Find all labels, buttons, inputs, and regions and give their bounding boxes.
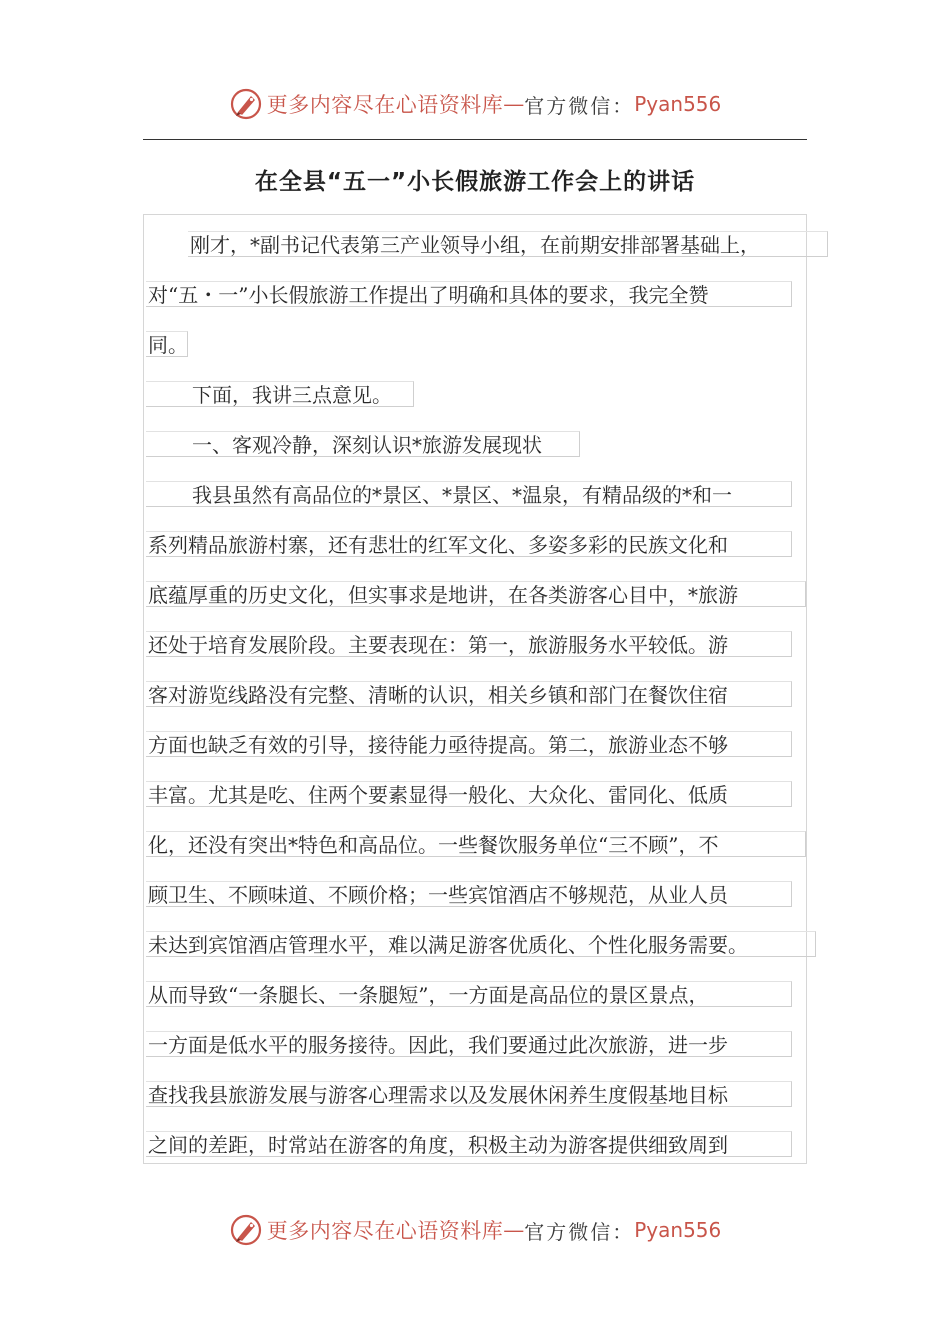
text-line: 之间的差距，时常站在游客的角度，积极主动为游客提供细致周到 — [146, 1131, 792, 1157]
document-title: 在全县“五一”小长假旅游工作会上的讲话 — [254, 169, 696, 195]
text-line: 下面，我讲三点意见。 — [146, 381, 414, 407]
text-line: 顾卫生、不顾味道、不顾价格；一些宾馆酒店不够规范，从业人员 — [146, 881, 792, 907]
text-line: 化，还没有突出*特色和高品位。一些餐饮服务单位“三不顾”，不 — [146, 831, 806, 857]
text-line: 底蕴厚重的历史文化，但实事求是地讲，在各类游客心目中，*旅游 — [146, 581, 806, 607]
text-line: 还处于培育发展阶段。主要表现在：第一，旅游服务水平较低。游 — [146, 631, 792, 657]
banner-dash: — — [503, 92, 525, 116]
banner-site-name: 更多内容尽在心语资料库 — [266, 1219, 504, 1243]
text-line: 丰富。尤其是吃、住两个要素显得一般化、大众化、雷同化、低质 — [146, 781, 792, 807]
banner-wechat-label: 官方微信： — [524, 93, 635, 118]
header-banner — [0, 84, 950, 124]
text-line: 一方面是低水平的服务接待。因此，我们要通过此次旅游，进一步 — [146, 1031, 792, 1057]
pen-nib-logo-icon — [229, 87, 263, 121]
footer-banner — [0, 1210, 950, 1250]
header-divider — [143, 139, 807, 140]
text-line: 未达到宾馆酒店管理水平，难以满足游客优质化、个性化服务需要。 — [146, 931, 816, 957]
pen-nib-logo-icon — [229, 1213, 263, 1247]
banner-site-name: 更多内容尽在心语资料库 — [266, 93, 504, 117]
text-line: 查找我县旅游发展与游客心理需求以及发展休闲养生度假基地目标 — [146, 1081, 792, 1107]
text-line: 一、客观冷静，深刻认识*旅游发展现状 — [146, 431, 580, 457]
text-line: 系列精品旅游村寨，还有悲壮的红军文化、多姿多彩的民族文化和 — [146, 531, 792, 557]
text-line: 方面也缺乏有效的引导，接待能力亟待提高。第二，旅游业态不够 — [146, 731, 792, 757]
text-line: 对“五・一”小长假旅游工作提出了明确和具体的要求，我完全赞 — [146, 281, 792, 307]
banner-wechat-id: Pyan556 — [634, 1218, 722, 1242]
banner-dash: — — [503, 1218, 525, 1242]
banner-wechat-id: Pyan556 — [634, 92, 722, 116]
text-line: 客对游览线路没有完整、清晰的认识，相关乡镇和部门在餐饮住宿 — [146, 681, 792, 707]
text-line: 从而导致“一条腿长、一条腿短”，一方面是高品位的景区景点， — [146, 981, 792, 1007]
text-line: 我县虽然有高品位的*景区、*景区、*温泉，有精品级的*和一 — [146, 481, 792, 507]
text-line: 刚才，*副书记代表第三产业领导小组，在前期安排部署基础上， — [188, 231, 828, 257]
text-line: 同。 — [148, 333, 188, 357]
banner-wechat-label: 官方微信： — [524, 1219, 635, 1244]
